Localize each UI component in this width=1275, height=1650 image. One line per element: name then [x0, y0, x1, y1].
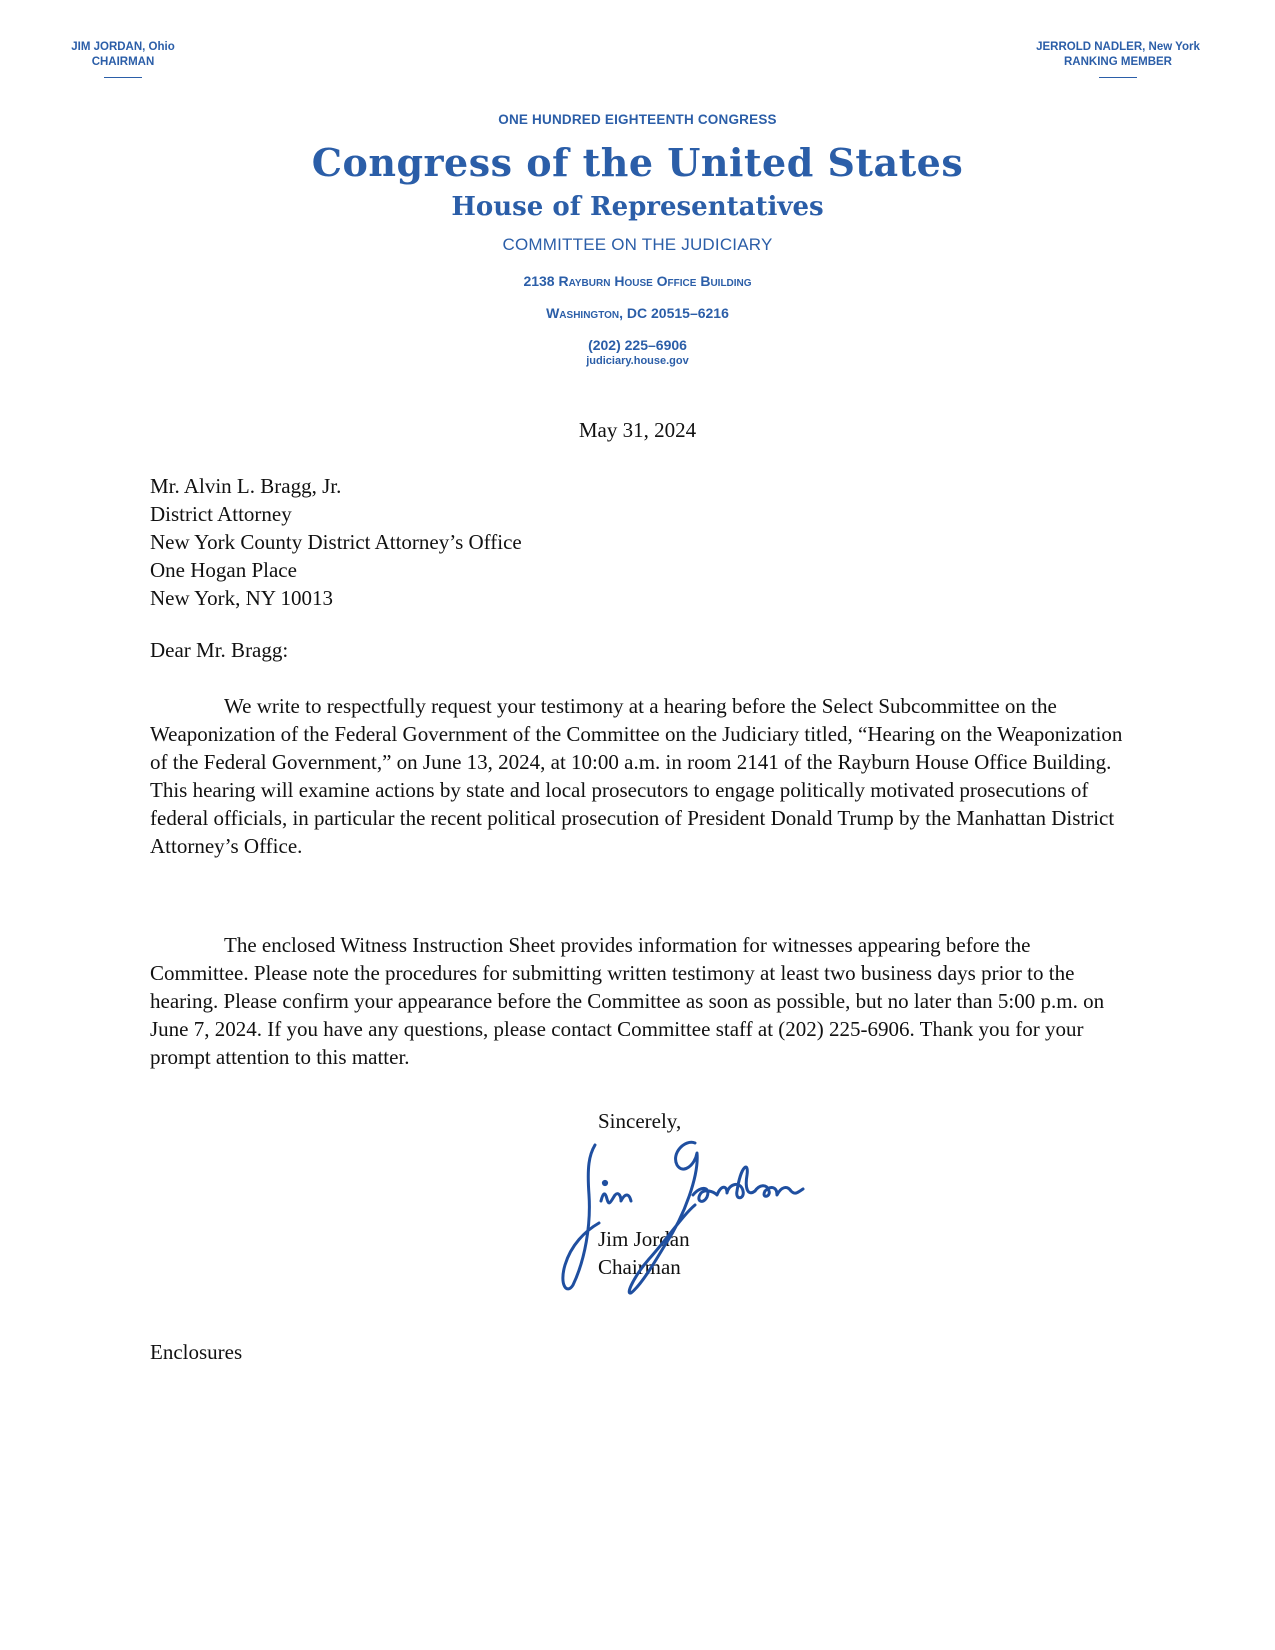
closing: Sincerely, — [598, 1109, 682, 1133]
body-paragraph: We write to respectfully request your testimony at a hearing before the Select Subcommittee on the Weaponization of the Federal Government of the Committee on the Judiciary titled, “Hearing on the Weaponization of the Federal Government,” on June 13, 2024, at 10:00 a.m. in room 2141 of the Rayburn House Office Building. This hearing will examine actions by state and local prosecutors to engage politically motivated prosecutions of federal officials, in particular the recent political prosecution of President Donald Trump by the Manhattan District Attorney’s Office. — [150, 694, 1123, 858]
letterhead-house: House of Representatives — [451, 192, 824, 222]
letterhead-title: Congress of the United States — [311, 140, 964, 185]
letterhead-address: 2138 Rayburn House Office Building — [523, 273, 752, 289]
salutation: Dear Mr. Bragg: — [150, 638, 289, 662]
chairman-rule — [104, 77, 142, 78]
letterhead-congress: ONE HUNDRED EIGHTEENTH CONGRESS — [498, 112, 777, 127]
letterhead — [0, 112, 1275, 367]
body-paragraph: The enclosed Witness Instruction Sheet provides information for witnesses appearing before the Committee. Please note the procedures for submitting written testimony at least two business days prior to the hearing. Please confirm your appearance before the Committee as soon as possible, but no later than 5:00 p.m. on June 7, 2024. If you have any questions, please contact Committee staff at (202) 225-6906. Thank you for your prompt attention to this matter. — [150, 933, 1105, 1069]
letterhead-committee: COMMITTEE ON THE JUDICIARY — [502, 235, 773, 254]
signer-name: Jim Jordan — [598, 1227, 690, 1251]
recipient-address — [150, 472, 522, 612]
recipient-line: New York County District Attorney’s Office — [150, 530, 522, 554]
recipient-line: District Attorney — [150, 502, 292, 526]
recipient-line: New York, NY 10013 — [150, 586, 333, 610]
enclosures-note: Enclosures — [150, 1340, 243, 1364]
letter-date: May 31, 2024 — [578, 418, 697, 442]
letterhead-city: Washington, DC 20515–6216 — [546, 305, 729, 321]
ranking-member-name: JERROLD NADLER, New York — [1036, 41, 1200, 53]
ranking-member-block — [1018, 40, 1218, 78]
ranking-member-rule — [1099, 77, 1137, 78]
handwritten-signature — [545, 1135, 845, 1295]
chairman-role: CHAIRMAN — [91, 56, 155, 68]
recipient-line: One Hogan Place — [150, 558, 297, 582]
letterhead-website: judiciary.house.gov — [586, 355, 689, 367]
chairman-block — [58, 40, 188, 78]
recipient-line: Mr. Alvin L. Bragg, Jr. — [150, 474, 342, 498]
chairman-name: JIM JORDAN, Ohio — [71, 41, 175, 53]
letterhead-phone: (202) 225–6906 — [588, 337, 687, 353]
signer-title: Chairman — [598, 1255, 681, 1279]
ranking-member-role: RANKING MEMBER — [1064, 56, 1172, 68]
